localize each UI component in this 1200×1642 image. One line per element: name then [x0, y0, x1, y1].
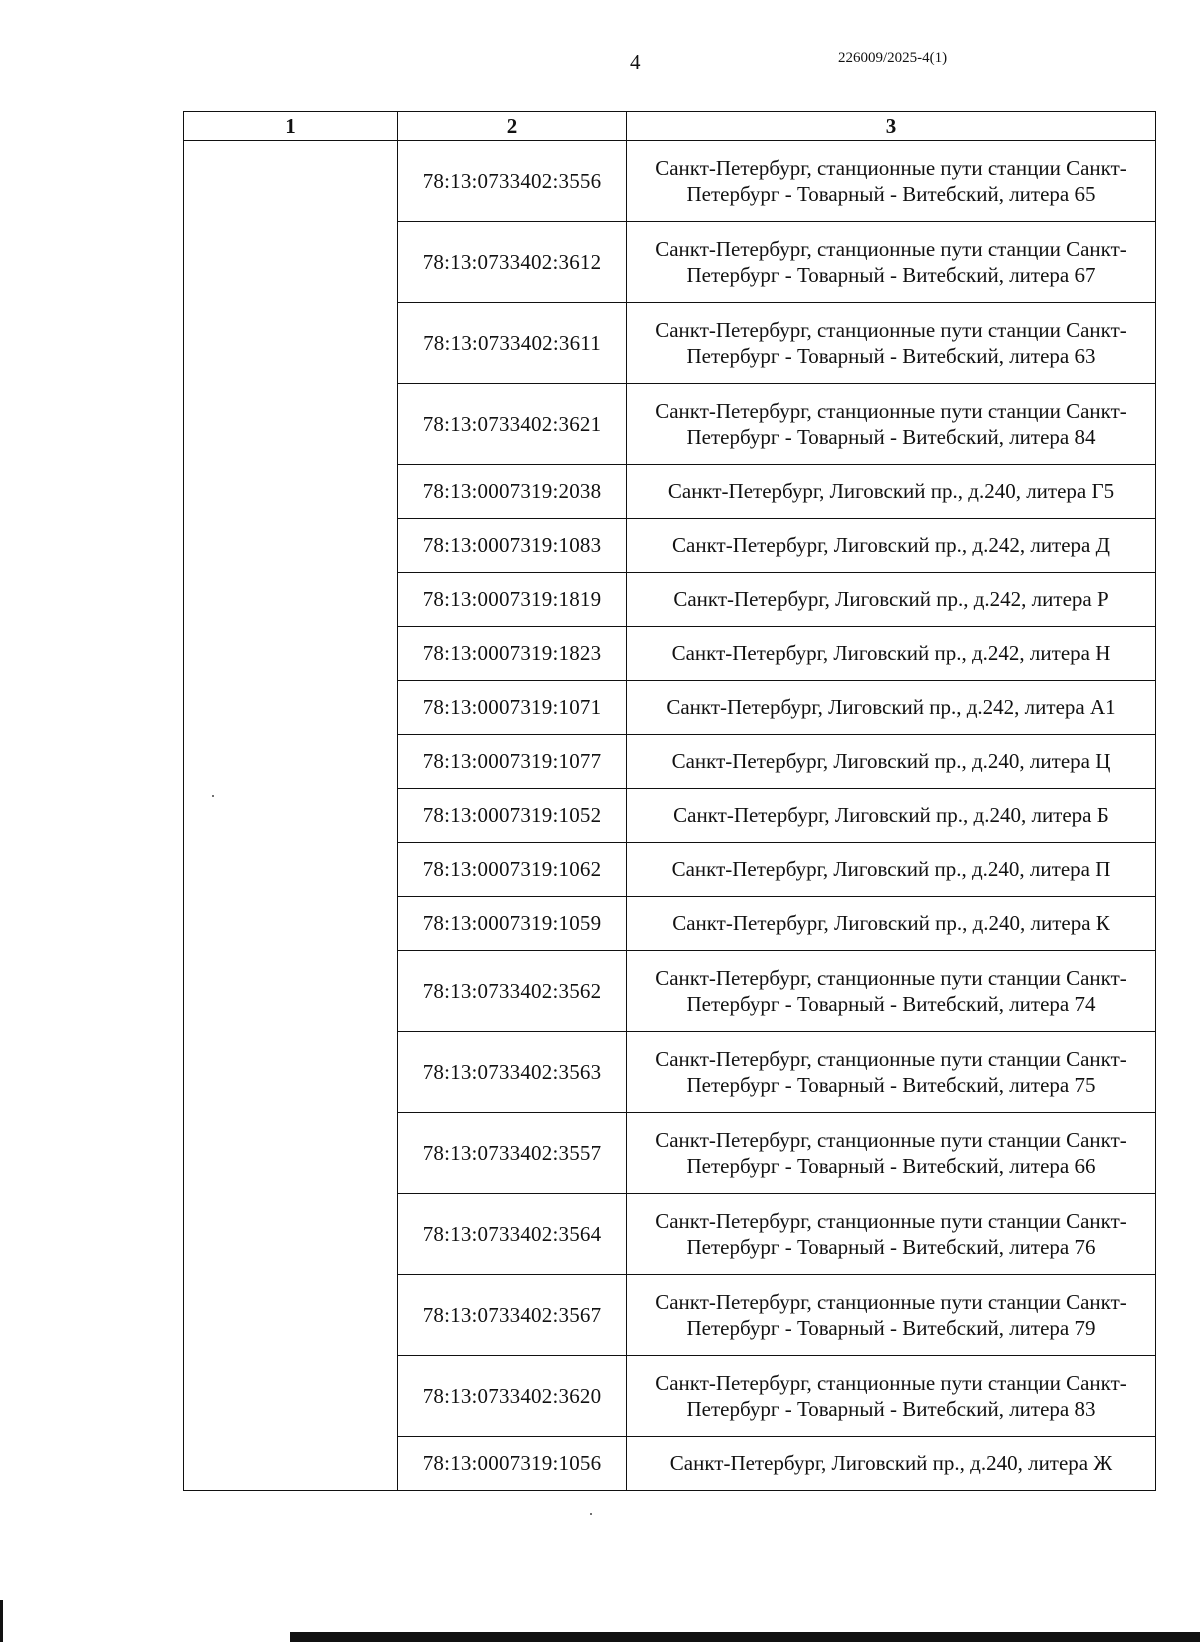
cadastral-number-cell: 78:13:0007319:1052 — [398, 789, 627, 843]
table-row — [184, 141, 1156, 222]
property-table — [183, 111, 1156, 1491]
address-cell: Санкт-Петербург, станционные пути станции Санкт-Петербург - Товарный - Витебский, литера 74 — [627, 951, 1156, 1032]
property-table-container — [183, 111, 1155, 1491]
scan-speck — [212, 795, 214, 797]
cadastral-number-cell: 78:13:0733402:3621 — [398, 384, 627, 465]
address-cell: Санкт-Петербург, станционные пути станции Санкт-Петербург - Товарный - Витебский, литера 65 — [627, 141, 1156, 222]
address-cell: Санкт-Петербург, станционные пути станции Санкт-Петербург - Товарный - Витебский, литера 67 — [627, 222, 1156, 303]
document-code: 226009/2025-4(1) — [838, 50, 948, 66]
cadastral-number-cell: 78:13:0007319:1823 — [398, 627, 627, 681]
cadastral-number-cell: 78:13:0733402:3612 — [398, 222, 627, 303]
scan-bottom-edge — [290, 1632, 1200, 1642]
address-cell: Санкт-Петербург, станционные пути станции Санкт-Петербург - Товарный - Витебский, литера 83 — [627, 1356, 1156, 1437]
address-cell: Санкт-Петербург, Лиговский пр., д.240, литера П — [627, 843, 1156, 897]
column-header-3: 3 — [627, 112, 1156, 141]
cadastral-number-cell: 78:13:0733402:3557 — [398, 1113, 627, 1194]
cadastral-number-cell: 78:13:0007319:1059 — [398, 897, 627, 951]
address-cell: Санкт-Петербург, Лиговский пр., д.240, литера Б — [627, 789, 1156, 843]
cadastral-number-cell: 78:13:0733402:3562 — [398, 951, 627, 1032]
address-cell: Санкт-Петербург, станционные пути станции Санкт-Петербург - Товарный - Витебский, литера 75 — [627, 1032, 1156, 1113]
cadastral-number-cell: 78:13:0733402:3620 — [398, 1356, 627, 1437]
cadastral-number-cell: 78:13:0007319:1071 — [398, 681, 627, 735]
column-1-cell — [184, 141, 398, 1491]
address-cell: Санкт-Петербург, Лиговский пр., д.242, литера Р — [627, 573, 1156, 627]
scan-speck — [590, 1513, 592, 1515]
page-number: 4 — [630, 50, 641, 74]
address-cell: Санкт-Петербург, станционные пути станции Санкт-Петербург - Товарный - Витебский, литера 76 — [627, 1194, 1156, 1275]
cadastral-number-cell: 78:13:0007319:1056 — [398, 1437, 627, 1491]
address-cell: Санкт-Петербург, Лиговский пр., д.240, литера Ж — [627, 1437, 1156, 1491]
cadastral-number-cell: 78:13:0007319:1819 — [398, 573, 627, 627]
cadastral-number-cell: 78:13:0733402:3564 — [398, 1194, 627, 1275]
address-cell: Санкт-Петербург, станционные пути станции Санкт-Петербург - Товарный - Витебский, литера 63 — [627, 303, 1156, 384]
cadastral-number-cell: 78:13:0733402:3563 — [398, 1032, 627, 1113]
cadastral-number-cell: 78:13:0007319:1083 — [398, 519, 627, 573]
address-cell: Санкт-Петербург, Лиговский пр., д.242, литера А1 — [627, 681, 1156, 735]
address-cell: Санкт-Петербург, станционные пути станции Санкт-Петербург - Товарный - Витебский, литера 79 — [627, 1275, 1156, 1356]
column-header-1: 1 — [184, 112, 398, 141]
cadastral-number-cell: 78:13:0733402:3556 — [398, 141, 627, 222]
table-header-row — [184, 112, 1156, 141]
scan-edge-mark — [0, 1600, 3, 1642]
cadastral-number-cell: 78:13:0007319:2038 — [398, 465, 627, 519]
address-cell: Санкт-Петербург, станционные пути станции Санкт-Петербург - Товарный - Витебский, литера 66 — [627, 1113, 1156, 1194]
address-cell: Санкт-Петербург, Лиговский пр., д.240, литера Ц — [627, 735, 1156, 789]
cadastral-number-cell: 78:13:0733402:3567 — [398, 1275, 627, 1356]
address-cell: Санкт-Петербург, Лиговский пр., д.240, литера К — [627, 897, 1156, 951]
address-cell: Санкт-Петербург, Лиговский пр., д.242, литера Д — [627, 519, 1156, 573]
column-header-2: 2 — [398, 112, 627, 141]
address-cell: Санкт-Петербург, станционные пути станции Санкт-Петербург - Товарный - Витебский, литера 84 — [627, 384, 1156, 465]
cadastral-number-cell: 78:13:0007319:1077 — [398, 735, 627, 789]
cadastral-number-cell: 78:13:0007319:1062 — [398, 843, 627, 897]
cadastral-number-cell: 78:13:0733402:3611 — [398, 303, 627, 384]
address-cell: Санкт-Петербург, Лиговский пр., д.242, литера Н — [627, 627, 1156, 681]
table-body — [184, 141, 1156, 1491]
address-cell: Санкт-Петербург, Лиговский пр., д.240, литера Г5 — [627, 465, 1156, 519]
